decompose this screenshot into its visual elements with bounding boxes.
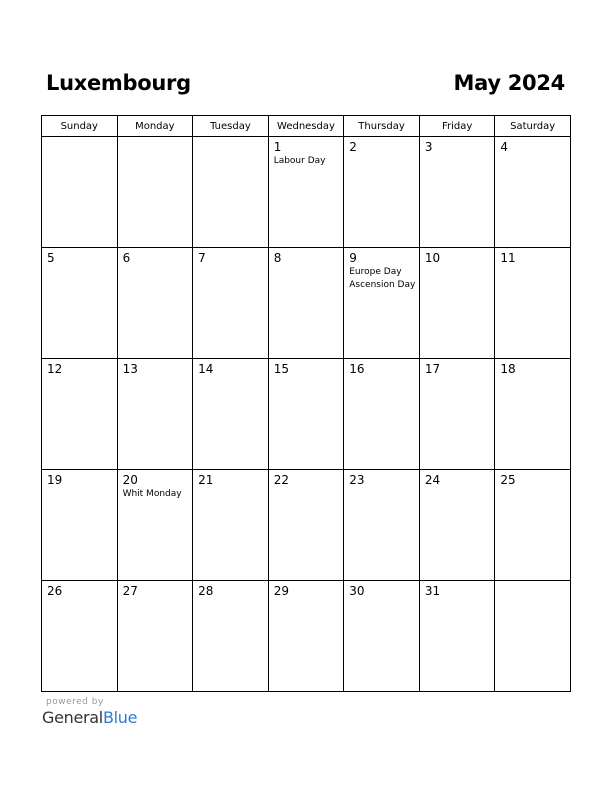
day-number: 15 <box>273 362 289 376</box>
day-cell <box>42 137 118 248</box>
day-cell <box>419 248 495 359</box>
day-cell <box>344 248 420 359</box>
day-number: 25 <box>500 473 516 487</box>
day-cell <box>42 470 118 581</box>
day-number: 20 <box>122 473 138 487</box>
day-number: 1 <box>273 140 282 154</box>
weekday-header: Tuesday <box>193 116 269 137</box>
day-number: 6 <box>122 251 131 265</box>
day-cell <box>193 359 269 470</box>
day-cell <box>193 248 269 359</box>
day-cell <box>268 470 344 581</box>
day-number: 30 <box>349 584 365 598</box>
day-cell <box>193 581 269 692</box>
day-number: 17 <box>424 362 441 376</box>
holiday-label: Whit Monday <box>122 489 182 499</box>
day-number: 7 <box>198 251 206 265</box>
weekday-header: Sunday <box>42 116 118 137</box>
day-cell <box>344 581 420 692</box>
day-cell <box>419 137 495 248</box>
week-row <box>42 359 571 470</box>
day-number: 14 <box>198 362 214 376</box>
day-number <box>193 137 268 141</box>
generalblue-logo <box>42 708 137 727</box>
holiday-label: Labour Day <box>273 156 326 166</box>
logo-blue-text: Blue <box>102 708 138 727</box>
day-cell <box>344 470 420 581</box>
day-number: 29 <box>273 584 289 598</box>
day-cell <box>495 470 571 581</box>
weekday-header-row <box>42 116 571 137</box>
day-number: 4 <box>500 140 509 154</box>
day-number: 10 <box>424 251 441 265</box>
day-cell <box>268 359 344 470</box>
week-row <box>42 581 571 692</box>
weekday-header: Thursday <box>344 116 420 137</box>
day-cell <box>42 581 118 692</box>
day-number <box>495 581 570 585</box>
day-number: 9 <box>349 251 357 265</box>
day-number: 27 <box>122 584 138 598</box>
day-number: 26 <box>47 584 63 598</box>
day-number: 19 <box>47 473 63 487</box>
day-number: 31 <box>424 584 441 598</box>
week-row <box>42 248 571 359</box>
day-number: 2 <box>349 140 357 154</box>
day-cell <box>495 137 571 248</box>
day-number <box>118 137 193 141</box>
day-cell <box>42 248 118 359</box>
powered-by-label: powered by <box>46 697 104 707</box>
day-cell <box>419 470 495 581</box>
day-cell <box>117 581 193 692</box>
weekday-header: Saturday <box>495 116 571 137</box>
day-cell <box>117 137 193 248</box>
day-cell <box>193 470 269 581</box>
holiday-label: Ascension Day <box>349 280 416 290</box>
day-cell <box>268 137 344 248</box>
day-cell <box>193 137 269 248</box>
day-cell <box>495 581 571 692</box>
day-cell <box>268 581 344 692</box>
day-number: 23 <box>349 473 365 487</box>
day-number: 12 <box>47 362 63 376</box>
day-number: 24 <box>424 473 441 487</box>
day-cell <box>419 581 495 692</box>
logo-general-text: General <box>42 708 103 727</box>
day-cell <box>42 359 118 470</box>
weekday-header: Monday <box>117 116 193 137</box>
day-number <box>42 137 117 141</box>
day-cell <box>117 248 193 359</box>
day-cell <box>344 359 420 470</box>
day-number: 11 <box>500 251 516 265</box>
day-number: 18 <box>500 362 516 376</box>
day-cell <box>117 470 193 581</box>
country-title: Luxembourg <box>46 71 191 95</box>
month-title: May 2024 <box>453 71 565 95</box>
weekday-header: Wednesday <box>268 116 344 137</box>
week-row <box>42 470 571 581</box>
day-number: 22 <box>273 473 289 487</box>
day-cell <box>495 359 571 470</box>
day-number: 8 <box>273 251 282 265</box>
day-cell <box>419 359 495 470</box>
day-number: 28 <box>198 584 214 598</box>
day-cell <box>117 359 193 470</box>
day-number: 13 <box>122 362 138 376</box>
week-row <box>42 137 571 248</box>
calendar-grid <box>41 115 571 692</box>
weekday-header: Friday <box>419 116 495 137</box>
day-number: 16 <box>349 362 365 376</box>
holiday-label: Europe Day <box>349 267 402 277</box>
day-number: 5 <box>47 251 55 265</box>
day-cell <box>268 248 344 359</box>
day-number: 21 <box>198 473 214 487</box>
day-cell <box>495 248 571 359</box>
day-cell <box>344 137 420 248</box>
day-number: 3 <box>424 140 433 154</box>
calendar-body <box>42 137 571 692</box>
